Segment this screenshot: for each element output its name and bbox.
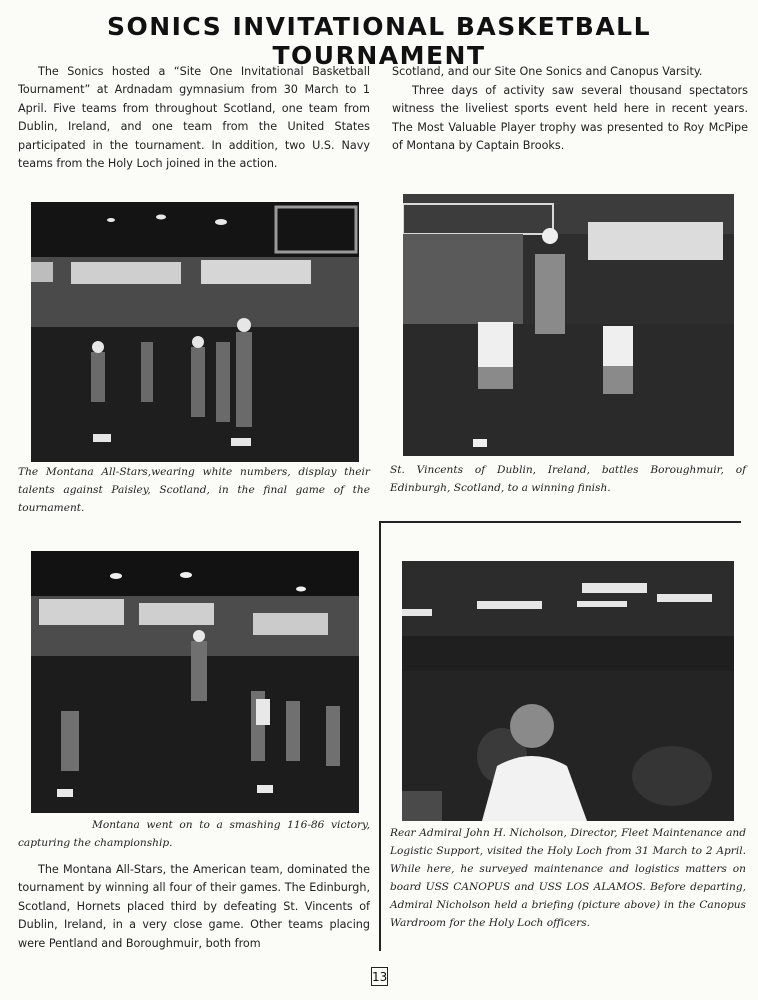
closing-left-paragraph: The Montana All-Stars, the American team, dominated the tournament by winning all four of their games. The Edinburgh, Scotland, Hornets placed third by defeating St. Vincents of Dublin, Ireland, in a very close game. Other teams placing were Pentland and Boroughmuir, both from (18, 863, 370, 950)
caption-photo4: Rear Admiral John H. Nicholson, Director, Fleet Maintenance and Logistic Support, visited the Holy Loch from 31 March to 2 April. While here, he surveyed maintenance and logistics matters on board USS CANOPUS and USS LOS ALAMOS. Before departing, Admiral Nicholson held a briefing (picture above) in the Canopus Wardroom for the Holy Loch officers. (390, 827, 746, 929)
caption-photo2: St. Vincents of Dublin, Ireland, battles Boroughmuir, of Edinburgh, Scotland, to a winning finish. (390, 464, 746, 494)
photo-admiral-briefing (402, 561, 734, 821)
photo-st-vincents-vs-boroughmuir (403, 194, 734, 456)
caption-photo1: The Montana All-Stars,wearing white numbers, display their talents against Paisley, Scotland, in the final game of the tournament. (18, 466, 370, 514)
box-rule-left (379, 521, 381, 951)
intro-left-paragraph: The Sonics hosted a “Site One Invitational Basketball Tournament” at Ardnadam gymnasium from 30 March to 1 April. Five teams from throughout Scotland, one team from Dublin, Ireland, and one team from the United States participated in the tournament. In addition, two U.S. Navy teams from the Holy Loch joined in the action. (18, 65, 370, 171)
box-rule-top (379, 521, 741, 523)
page-title: SONICS INVITATIONAL BASKETBALL TOURNAMENT (106, 12, 652, 70)
photo-montana-victory (31, 551, 359, 813)
intro-right-continuation: Scotland, and our Site One Sonics and Canopus Varsity. (392, 65, 703, 78)
page-number: 13 (371, 967, 388, 986)
intro-right-paragraph: Three days of activity saw several thousand spectators witness the liveliest sports event held here in recent years. The Most Valuable Player trophy was presented to Roy McPipe of Montana by Captain Brooks. (392, 84, 748, 153)
photo-montana-vs-paisley (31, 202, 359, 462)
caption-photo3: Montana went on to a smashing 116-86 victory, capturing the championship. (18, 819, 370, 849)
